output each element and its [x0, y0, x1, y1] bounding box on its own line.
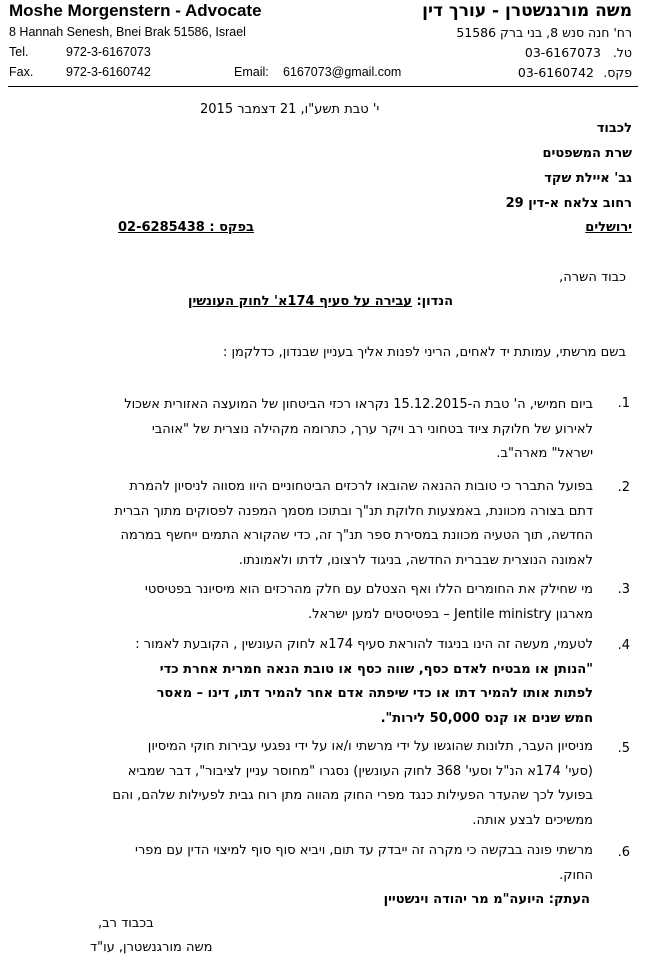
- sender-address-he: רח' חנה סנש 8, בני ברק 51586: [456, 25, 632, 40]
- closing-salutation: בכבוד רב,: [98, 916, 154, 931]
- copy-line: העתק: היועה"מ מר יהודה וינשטיין: [383, 892, 590, 907]
- paragraph-5: [8, 735, 593, 833]
- header-divider: [8, 86, 638, 87]
- paragraph-4: [8, 633, 593, 731]
- paragraph-line: ממשיכים לבצע אותה.: [472, 812, 593, 828]
- paragraph-number: 5.: [617, 741, 630, 756]
- paragraph-line: ביום חמישי, ה' טבת ה-15.12.2015 נקראו רכזי הביטחון של המועצה האזורית אשכול: [124, 397, 593, 412]
- sender-tel-he-label: טל.: [612, 45, 632, 60]
- recipient-fax-label: בפקס :: [209, 220, 254, 235]
- subject-label: הנדון:: [416, 294, 454, 309]
- paragraph-line: דתם בצורה מכוונת, באמצעות חלוקת תנ"ך ובתוכו מסמך המפנה לפסוקים מתוך הברית: [114, 503, 593, 519]
- sender-fax-he: 03-6160742: [517, 65, 594, 80]
- subject-text: עבירה על סעיף 174א' לחוק העונשין: [188, 294, 412, 309]
- sender-name-he: משה מורגנשטרן - עורך דין: [422, 1, 632, 21]
- paragraph-line: בפועל לכך שהעדר הפעילות כנגד מפרי החוק מהווה מתן רוח גבית לפעילות שלהם, והם: [112, 788, 593, 803]
- signature: משה מורגנשטרן, עו"ד: [90, 940, 213, 955]
- sender-fax-en-label: Fax.: [9, 65, 34, 79]
- paragraph-number: 3.: [617, 582, 630, 597]
- sender-email: 6167073@gmail.com: [283, 65, 402, 79]
- sender-tel-en-label: Tel.: [9, 45, 29, 59]
- paragraph-number: 2.: [617, 480, 630, 495]
- letter-date: י' טבת תשע"ו, 21 דצמבר 2015: [200, 102, 380, 117]
- paragraph-6: [8, 839, 593, 888]
- paragraph-line: (סעי' 174א הנ"ל וסעי' 368 לחוק העונשין) נסגרו "מחוסר עניין לציבור", דבר שמביא: [127, 763, 593, 779]
- recipient-name: גב' איילת שקד: [544, 171, 632, 186]
- subject-line: [188, 294, 453, 309]
- recipient-street: רחוב צלאח א-דין 29: [505, 196, 632, 211]
- paragraph-line: ישראל" מארה"ב.: [496, 446, 593, 461]
- paragraph-line: מרשתי פונה בבקשה כי מקרה זה ייבדק עד תום, ויביא סוף סוף למיצוי הדין עם מפרי: [135, 843, 593, 858]
- sender-fax-he-label: פקס.: [603, 65, 632, 80]
- recipient-city: ירושלים: [585, 220, 632, 235]
- paragraph-line: מניסיון העבר, תלונות שהוגשו על ידי מרשתי ו/או על ידי נפגעי עבירות חוקי המיסיון: [147, 739, 593, 754]
- paragraph-line: לטעמי, מעשה זה הינו בניגוד להוראת סעיף 174א לחוק העונשין , הקובעת לאמור :: [135, 637, 593, 652]
- paragraph-1: [8, 393, 593, 467]
- paragraph-line: מי שחילק את החומרים הללו ואף הצטלם עם חלק מהרכזים הוא מיסיונר בפטיסטי: [144, 582, 593, 597]
- paragraph-line: החוק.: [559, 867, 593, 883]
- greeting: כבוד השרה,: [559, 270, 626, 285]
- quote-line: "הנותן או מבטיח לאדם כסף, שווה כסף או טובת הנאה חמרית אחרת כדי: [159, 661, 593, 677]
- sender-address-en: 8 Hannah Senesh, Bnei Brak 51586, Israel: [9, 25, 246, 39]
- recipient-office: שרת המשפטים: [542, 146, 632, 161]
- recipient-fax: 02-6285438: [118, 220, 205, 235]
- paragraph-3: [8, 578, 593, 627]
- paragraph-line: לאירוע של חלוקת ציוד בטחוני רב ויקר ערך, כתרומה מקהילה נוצרית של "אוהבי: [151, 421, 593, 437]
- quote-line: לפתות אותו להמיר דתו או כדי שיפתה אדם אחר להמיר דתו, דינו – מאסר: [156, 686, 593, 701]
- sender-tel-en: 972-3-6167073: [66, 45, 151, 59]
- paragraph-line: בפועל התברר כי טובות ההנאה שהובאו לרכזים הביטחוניים היוו מסווה לניסיון להמרת: [129, 479, 593, 494]
- paragraph-2: [8, 475, 593, 573]
- paragraph-line: לאמונה הנוצרית שבברית החדשה, בניגוד לרצונו, לדתו ולאמונתו.: [238, 552, 593, 568]
- recipient-fax-line: [118, 220, 254, 235]
- quote-line: חמש שנים או קנס 50,000 לירות".: [380, 710, 593, 726]
- recipient-honorific: לכבוד: [596, 121, 632, 136]
- paragraph-line: מארגון Jentile ministry – בפטיסטים למען ישראל.: [308, 606, 593, 622]
- paragraph-line: החדשה, תוך הטעיה מכוונת במסירת ספר תנ"ך זה, כדי שהקורא התמים ייחשף במרמה: [120, 528, 593, 543]
- paragraph-number: 1.: [617, 396, 630, 411]
- sender-fax-en: 972-3-6160742: [66, 65, 151, 79]
- sender-email-label: Email:: [234, 65, 269, 79]
- paragraph-number: 4.: [617, 638, 630, 653]
- sender-tel-he: 03-6167073: [524, 45, 601, 60]
- paragraph-number: 6.: [617, 845, 630, 860]
- sender-name-en: Moshe Morgenstern - Advocate: [9, 1, 262, 20]
- intro-paragraph: בשם מרשתי, עמותת יד לאחים, הריני לפנות אליך בעניין שבנדון, כדלקמן :: [222, 345, 626, 360]
